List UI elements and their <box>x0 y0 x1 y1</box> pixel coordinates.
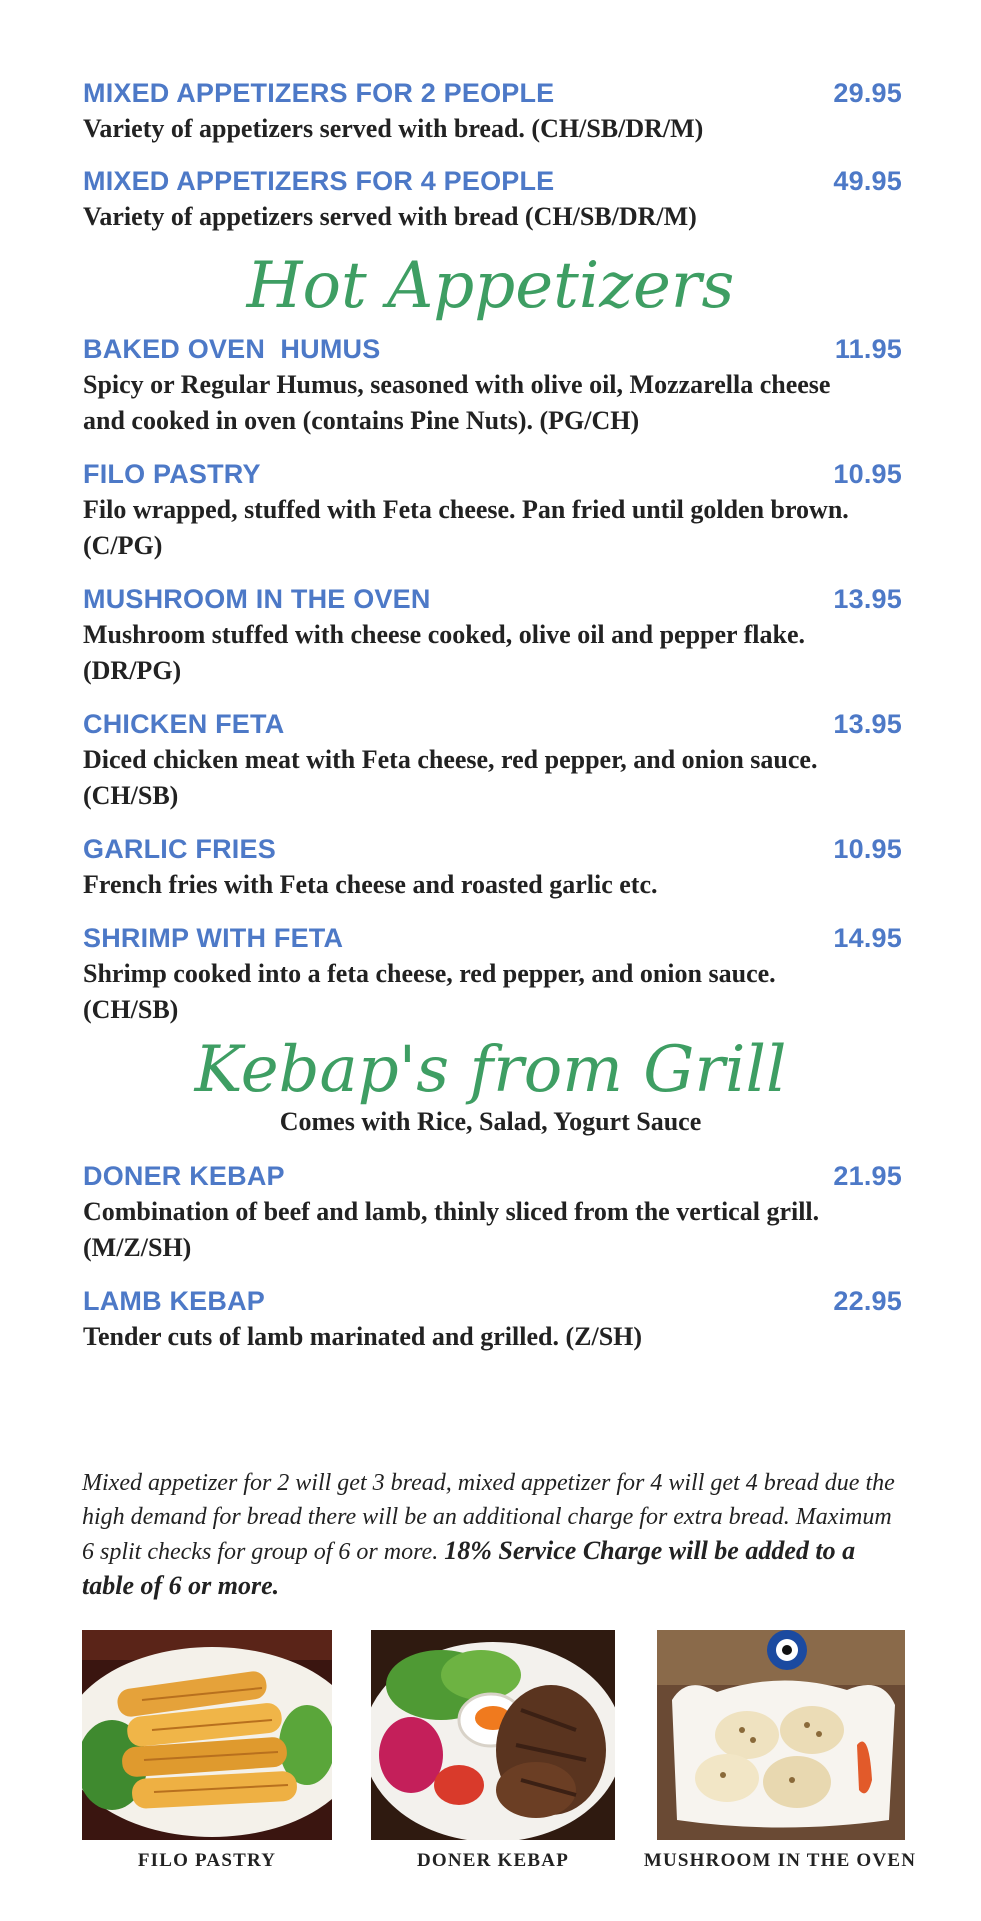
mushroom-oven-photo <box>657 1630 905 1840</box>
item-description: Filo wrapped, stuffed with Feta cheese. Pan fried until golden brown. (C/PG) <box>83 495 849 560</box>
service-charge-note: 18% Service Charge will be added to a table of 6 or more. <box>82 1536 856 1600</box>
item-price: 10.95 <box>833 459 902 489</box>
item-name: FILO PASTRY <box>83 459 261 489</box>
menu-item <box>83 334 903 439</box>
item-price: 21.95 <box>833 1161 902 1191</box>
section-subtitle: Comes with Rice, Salad, Yogurt Sauce <box>279 1107 702 1136</box>
item-description: Tender cuts of lamb marinated and grilled. (Z/SH) <box>83 1322 643 1351</box>
item-description: Spicy or Regular Humus, seasoned with olive oil, Mozzarella cheese and cooked in oven (contains Pine Nuts). (PG/CH) <box>83 370 831 435</box>
item-price: 29.95 <box>833 78 902 108</box>
item-description: Diced chicken meat with Feta cheese, red pepper, and onion sauce. (CH/SB) <box>83 745 818 810</box>
menu-item <box>83 1161 903 1266</box>
photo-caption: MUSHROOM IN THE OVEN <box>643 1850 917 1871</box>
filo-pastry-photo <box>82 1630 332 1840</box>
section-title-hot-appetizers: Hot Appetizers <box>246 249 735 323</box>
item-price: 22.95 <box>833 1286 902 1316</box>
policy-note <box>82 1466 902 1604</box>
filo-pastry-image-icon <box>82 1630 332 1840</box>
item-name: GARLIC FRIES <box>83 834 276 864</box>
item-name: LAMB KEBAP <box>83 1286 265 1316</box>
item-name: MUSHROOM IN THE OVEN <box>83 584 431 614</box>
menu-item <box>83 1286 903 1355</box>
item-name: DONER KEBAP <box>83 1161 285 1191</box>
menu-item <box>83 459 903 564</box>
item-name: CHICKEN FETA <box>83 709 285 739</box>
item-name: BAKED OVEN HUMUS <box>83 334 381 364</box>
item-price: 13.95 <box>833 709 902 739</box>
item-name: MIXED APPETIZERS FOR 2 PEOPLE <box>83 78 555 108</box>
menu-item <box>83 78 903 147</box>
item-name: SHRIMP WITH FETA <box>83 923 344 953</box>
item-name: MIXED APPETIZERS FOR 4 PEOPLE <box>83 166 555 196</box>
photo-caption: FILO PASTRY <box>137 1850 277 1871</box>
item-price: 10.95 <box>833 834 902 864</box>
item-price: 13.95 <box>833 584 902 614</box>
menu-item <box>83 834 903 903</box>
menu-item <box>83 709 903 814</box>
item-description: French fries with Feta cheese and roasted garlic etc. <box>83 870 658 899</box>
menu-item <box>83 166 903 235</box>
photo-caption: DONER KEBAP <box>416 1850 570 1871</box>
item-description: Shrimp cooked into a feta cheese, red pepper, and onion sauce. (CH/SB) <box>83 959 776 1024</box>
policy-note-text: Mixed appetizer for 2 will get 3 bread, mixed appetizer for 4 will get 4 bread due the high demand for bread there will be an additional charge for extra bread. Maximum 6 split checks for group of 6 or more. <box>82 1470 895 1565</box>
menu-item <box>83 584 903 689</box>
item-price: 11.95 <box>834 334 902 364</box>
menu-item <box>83 923 903 1028</box>
item-description: Combination of beef and lamb, thinly sliced from the vertical grill. (M/Z/SH) <box>83 1197 820 1262</box>
doner-kebap-image-icon <box>371 1630 615 1840</box>
item-description: Variety of appetizers served with bread. (CH/SB/DR/M) <box>83 114 704 143</box>
item-price: 49.95 <box>833 166 902 196</box>
item-description: Variety of appetizers served with bread (CH/SB/DR/M) <box>83 202 697 231</box>
item-price: 14.95 <box>833 923 902 953</box>
item-description: Mushroom stuffed with cheese cooked, olive oil and pepper flake. (DR/PG) <box>83 620 805 685</box>
section-title-kebaps: Kebap's from Grill <box>194 1033 787 1107</box>
mushroom-oven-image-icon <box>657 1630 905 1840</box>
doner-kebap-photo <box>371 1630 615 1840</box>
